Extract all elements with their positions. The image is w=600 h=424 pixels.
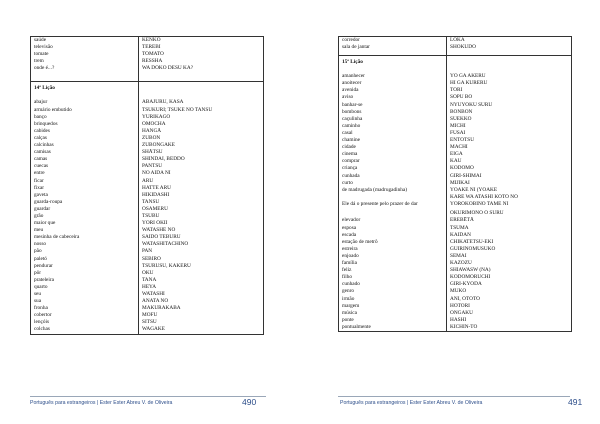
vocab-row (31, 305, 264, 312)
portuguese-word: guarda-roupa (31, 199, 139, 206)
vocab-row (339, 80, 572, 87)
portuguese-word: elevador (339, 217, 447, 224)
portuguese-word: chamine (339, 137, 447, 144)
portuguese-word: bombons (339, 109, 447, 116)
japanese-translation: HOTORI (447, 303, 572, 310)
portuguese-word: guardar (31, 206, 139, 213)
vocab-row (31, 107, 264, 114)
vocab-row (339, 310, 572, 317)
vocab-row (339, 130, 572, 137)
japanese-translation: CHIKATETSU-EKI (447, 239, 572, 246)
japanese-translation: OSAMERU (139, 206, 264, 213)
portuguese-word: comprar (339, 158, 447, 165)
vocab-row (31, 199, 264, 206)
portuguese-word: entre (31, 170, 139, 177)
portuguese-word: pendurar (31, 263, 139, 270)
vocab-row (31, 192, 264, 199)
japanese-translation: YOAKE NI (YOAKE (447, 187, 572, 194)
portuguese-word: anoitecer (339, 80, 447, 87)
japanese-translation: GUIRINOMUSUKO (447, 246, 572, 253)
vocab-row (31, 65, 264, 72)
vocab-row (31, 128, 264, 135)
vocab-row (31, 220, 264, 227)
japanese-translation: GIRI-KYŌDA (447, 281, 572, 288)
japanese-translation: WAGAKE (139, 326, 264, 334)
portuguese-word: nosso (31, 241, 139, 248)
portuguese-word: ponte (339, 317, 447, 324)
right-page (300, 0, 600, 424)
portuguese-word: curto (339, 180, 447, 187)
portuguese-word: abajur (31, 99, 139, 106)
portuguese-word: televisão (31, 44, 139, 51)
vocab-row (31, 178, 264, 185)
vocab-row (31, 170, 264, 177)
vocab-row (31, 114, 264, 121)
portuguese-word: maior que (31, 220, 139, 227)
vocab-row (339, 173, 572, 180)
footer-rule (338, 396, 570, 397)
japanese-translation: KAU (447, 158, 572, 165)
japanese-translation: TSUBU (139, 213, 264, 220)
vocab-row (31, 142, 264, 149)
japanese-translation: KAZOZU (447, 260, 572, 267)
portuguese-word: grão (31, 213, 139, 220)
vocab-row (339, 217, 572, 224)
japanese-translation: MICHI (447, 123, 572, 130)
portuguese-word: música (339, 310, 447, 317)
vocabulary-table-left (30, 36, 264, 335)
spacer-cell (139, 72, 264, 82)
vocab-row (31, 58, 264, 65)
japanese-translation: PAN (139, 248, 264, 255)
vocab-row (31, 206, 264, 213)
vocab-row (339, 187, 572, 194)
spacer-cell (139, 83, 264, 95)
japanese-translation: OMOCHA (139, 121, 264, 128)
japanese-translation: KENKŌ (139, 37, 264, 45)
portuguese-word: armário embutido (31, 107, 139, 114)
vocab-row (339, 281, 572, 288)
portuguese-word: fronha (31, 305, 139, 312)
vocab-row (339, 194, 572, 201)
japanese-translation: SHĀTSU (139, 149, 264, 156)
vocab-row (31, 319, 264, 326)
japanese-translation: KICHIN-TO (447, 324, 572, 332)
vocab-row (31, 291, 264, 298)
portuguese-word: casal (339, 130, 447, 137)
vocab-row (31, 149, 264, 156)
japanese-translation: KAIDAN (447, 232, 572, 239)
japanese-translation: MACHI (447, 144, 572, 151)
vocab-row (339, 94, 572, 101)
portuguese-word: onde é...? (31, 65, 139, 72)
japanese-translation: KODOMO (447, 165, 572, 172)
japanese-translation: HASHI (447, 317, 572, 324)
portuguese-word: cabides (31, 128, 139, 135)
japanese-translation: MUKO (447, 288, 572, 295)
portuguese-word: de madrugada (madrugadinha) (339, 187, 447, 194)
japanese-translation: ANATA NO (139, 298, 264, 305)
page-number: 490 (242, 397, 257, 407)
vocab-row (339, 180, 572, 187)
vocab-row (339, 73, 572, 80)
japanese-translation: SOPU BO (447, 94, 572, 101)
vocab-row (31, 121, 264, 128)
vocab-row (31, 326, 264, 334)
vocab-row (31, 185, 264, 192)
vocab-row (339, 303, 572, 310)
japanese-translation: NYŪYOKU SURU (447, 102, 572, 109)
vocab-row (339, 158, 572, 165)
portuguese-word: caminho (339, 123, 447, 130)
portuguese-word: saúde (31, 37, 139, 45)
vocab-row (31, 270, 264, 277)
japanese-translation: GIRI-SHIMAI (447, 173, 572, 180)
japanese-translation: ONGAKU (447, 310, 572, 317)
portuguese-word: fixar (31, 185, 139, 192)
portuguese-word: pão (31, 248, 139, 255)
japanese-translation: EREBĒTĀ (447, 217, 572, 224)
japanese-translation: HI GA KURERU (447, 80, 572, 87)
vocab-row (339, 253, 572, 260)
portuguese-word: cunhado (339, 281, 447, 288)
footer-text: Português para estrangeiros | Ester Ester Abreu V. de Oliveira (340, 400, 483, 406)
japanese-translation: HANGĀ (139, 128, 264, 135)
japanese-translation: KODOMORUCHI (447, 274, 572, 281)
japanese-translation: SHINDAI, BEDDO (139, 156, 264, 163)
spacer-cell (31, 72, 139, 82)
portuguese-word: cidade (339, 144, 447, 151)
japanese-translation: WA DOKO DESU KA? (139, 65, 264, 72)
vocab-row (31, 37, 264, 45)
footer-text: Português para estrangeiros | Ester Ester Abreu V. de Oliveira (30, 400, 173, 406)
portuguese-word: genro (339, 288, 447, 295)
portuguese-word: seu (31, 291, 139, 298)
japanese-translation: SEBIRO (139, 256, 264, 263)
vocab-row (31, 135, 264, 142)
portuguese-word: camisas (31, 149, 139, 156)
vocab-row (339, 44, 572, 51)
portuguese-word: paletó (31, 256, 139, 263)
japanese-translation: TEREBI (139, 44, 264, 51)
japanese-translation: TANA (139, 277, 264, 284)
lesson-heading-row (31, 83, 264, 95)
japanese-translation: SAIDO TEBURU (139, 234, 264, 241)
portuguese-word: brinquedos (31, 121, 139, 128)
japanese-translation: SHIAWASW (NA) (447, 267, 572, 274)
spacer-cell (447, 57, 572, 69)
japanese-translation: SUEKKO (447, 116, 572, 123)
lesson-title: 15ª Lição (339, 57, 447, 69)
portuguese-word: mesinha de cabeceira (31, 234, 139, 241)
japanese-translation: MAKURAKABA (139, 305, 264, 312)
portuguese-word: colchas (31, 326, 139, 334)
portuguese-word: pontualmente (339, 324, 447, 332)
japanese-translation: ZUBONGAKE (139, 142, 264, 149)
portuguese-word: quarto (31, 284, 139, 291)
vocab-row (339, 267, 572, 274)
portuguese-word: Ele dá o presente pelo prazer de dar (339, 201, 447, 211)
japanese-translation: SEMAI (447, 253, 572, 260)
japanese-translation: OKURIMONO O SURU (447, 210, 572, 217)
portuguese-word: cobertor (31, 312, 139, 319)
vocab-row (339, 109, 572, 116)
vocab-row (31, 312, 264, 319)
japanese-translation: NO AIDA NI (139, 170, 264, 177)
lesson-title: 14ª Lição (31, 83, 139, 95)
portuguese-word: estreira (339, 246, 447, 253)
vocab-row (31, 44, 264, 51)
japanese-translation: WATASHI (139, 291, 264, 298)
japanese-translation: TOMATO (139, 51, 264, 58)
vocab-row (31, 248, 264, 255)
spacer-row (31, 72, 264, 82)
japanese-translation: TSUKURI; TSUKE NO TANSU (139, 107, 264, 114)
japanese-translation: PANTSU (139, 163, 264, 170)
vocab-row (31, 234, 264, 241)
portuguese-word: estação de metrô (339, 239, 447, 246)
japanese-translation: ANI, OTŌTO (447, 296, 572, 303)
japanese-translation: YOROKOBINO TAME NI (447, 201, 572, 211)
page-footer-left (0, 396, 300, 410)
footer-rule (30, 396, 266, 397)
portuguese-word: feliz (339, 267, 447, 274)
japanese-translation: FUSAI (447, 130, 572, 137)
portuguese-word: ficar (31, 178, 139, 185)
vocabulary-table-right (338, 36, 572, 332)
portuguese-word: cuecas (31, 163, 139, 170)
vocab-row (31, 213, 264, 220)
japanese-translation: ENTOTSU (447, 137, 572, 144)
portuguese-word: aviso (339, 94, 447, 101)
japanese-translation: EIGA (447, 151, 572, 158)
portuguese-word: camas (31, 156, 139, 163)
vocab-row (339, 37, 572, 45)
vocab-row (339, 151, 572, 158)
vocab-row (31, 241, 264, 248)
vocab-row (31, 277, 264, 284)
lesson-heading-row (339, 57, 572, 69)
portuguese-word: trem (31, 58, 139, 65)
vocab-row (339, 239, 572, 246)
portuguese-word: calças (31, 135, 139, 142)
portuguese-word: escada (339, 232, 447, 239)
vocab-row (339, 225, 572, 232)
japanese-translation: SHOKUDŌ (447, 44, 572, 51)
vocab-row (339, 210, 572, 217)
portuguese-word: calcinhas (31, 142, 139, 149)
vocab-row (339, 116, 572, 123)
portuguese-word: irmão (339, 296, 447, 303)
japanese-translation: YURIKAGO (139, 114, 264, 121)
portuguese-word: tomate (31, 51, 139, 58)
japanese-translation: WATASHITACHINO (139, 241, 264, 248)
vocab-row (339, 137, 572, 144)
japanese-translation: YO GA AKERU (447, 73, 572, 80)
japanese-translation: BONBON (447, 109, 572, 116)
vocab-row (31, 156, 264, 163)
portuguese-word (339, 210, 447, 217)
vocab-row (31, 256, 264, 263)
japanese-translation: KARE WA ATASHI KOTO NO (447, 194, 572, 201)
japanese-translation: YŌRI ŌKII (139, 220, 264, 227)
portuguese-word: margem (339, 303, 447, 310)
vocab-row (31, 298, 264, 305)
vocab-row (339, 324, 572, 332)
vocab-row (339, 123, 572, 130)
japanese-translation: TANSU (139, 199, 264, 206)
portuguese-word: pôr (31, 270, 139, 277)
japanese-translation: ABAJURU, KASA (139, 99, 264, 106)
vocab-row (339, 296, 572, 303)
japanese-translation: LŌKA (447, 37, 572, 45)
japanese-translation: TSUMA (447, 225, 572, 232)
vocab-row (31, 99, 264, 106)
japanese-translation: TSURUSU, KAKERU (139, 263, 264, 270)
page-number: 491 (568, 397, 583, 407)
vocab-row (339, 246, 572, 253)
portuguese-word: lençóis (31, 319, 139, 326)
portuguese-word: criança (339, 165, 447, 172)
portuguese-word: filho (339, 274, 447, 281)
portuguese-word: esposa (339, 225, 447, 232)
japanese-translation: RESSHA (139, 58, 264, 65)
japanese-translation: HEYA (139, 284, 264, 291)
portuguese-word: família (339, 260, 447, 267)
vocab-row (31, 284, 264, 291)
portuguese-word: sala de jantar (339, 44, 447, 51)
portuguese-word (339, 194, 447, 201)
vocab-row (339, 165, 572, 172)
vocab-row (339, 288, 572, 295)
vocab-row (31, 263, 264, 270)
vocab-row (339, 260, 572, 267)
japanese-translation: TŌRI (447, 87, 572, 94)
japanese-translation: ARU (139, 178, 264, 185)
portuguese-word: cunhada (339, 173, 447, 180)
portuguese-word: caçulinha (339, 116, 447, 123)
japanese-translation: MŌFU (139, 312, 264, 319)
portuguese-word: enjoado (339, 253, 447, 260)
vocab-row (31, 227, 264, 234)
vocab-row (339, 274, 572, 281)
portuguese-word: corredor (339, 37, 447, 45)
portuguese-word: banço (31, 114, 139, 121)
page-footer-right (300, 396, 600, 410)
japanese-translation: OKU (139, 270, 264, 277)
vocab-row (339, 144, 572, 151)
vocab-row (339, 87, 572, 94)
japanese-translation: SITSU (139, 319, 264, 326)
portuguese-word: amanhecer (339, 73, 447, 80)
portuguese-word: meu (31, 227, 139, 234)
vocab-row (339, 317, 572, 324)
portuguese-word: cinema (339, 151, 447, 158)
vocab-row (339, 232, 572, 239)
vocab-row (31, 51, 264, 58)
portuguese-word: avenida (339, 87, 447, 94)
portuguese-word: sua (31, 298, 139, 305)
portuguese-word: banhar-se (339, 102, 447, 109)
vocab-row (339, 102, 572, 109)
vocab-row (339, 201, 572, 211)
portuguese-word: prateleira (31, 277, 139, 284)
vocab-row (31, 163, 264, 170)
japanese-translation: HIKIDASHI (139, 192, 264, 199)
portuguese-word: gaveta (31, 192, 139, 199)
japanese-translation: HATTE ARU (139, 185, 264, 192)
japanese-translation: ZUBON (139, 135, 264, 142)
japanese-translation: MIJIKAI (447, 180, 572, 187)
japanese-translation: WATASHE NO (139, 227, 264, 234)
